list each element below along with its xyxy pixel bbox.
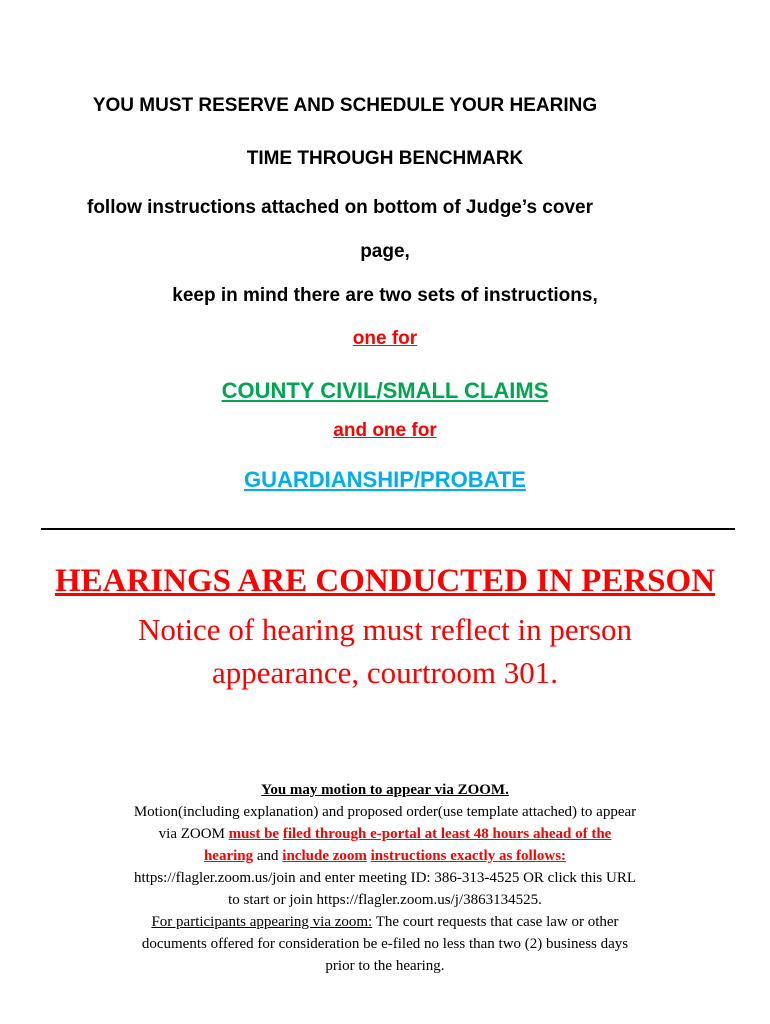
zoom-line-2 — [0, 823, 770, 845]
zoom-line-6 — [0, 911, 770, 933]
zoom-must-be: must be — [228, 826, 280, 842]
in-person-heading: HEARINGS ARE CONDUCTED IN PERSON — [54, 563, 716, 599]
zoom-line-8: prior to the hearing. — [325, 958, 445, 974]
guardianship-label: GUARDIANSHIP/PROBATE — [244, 467, 526, 492]
zoom-court-requests: The court requests that case law or other — [375, 914, 619, 930]
zoom-and: and — [256, 848, 279, 864]
zoom-line-5: to start or join https://flagler.zoom.us/j/3863134525. — [228, 892, 542, 908]
instruction-line-2: TIME THROUGH BENCHMARK — [246, 148, 524, 169]
zoom-instructions: instructions exactly as follows: — [370, 848, 567, 864]
zoom-line-1: Motion(including explanation) and proposed order(use template attached) to appear — [133, 804, 637, 820]
zoom-line-2-a: via ZOOM — [158, 826, 225, 842]
zoom-line-7: documents offered for consideration be e-filed no less than two (2) business days — [141, 936, 629, 952]
zoom-filed-through: filed through e-portal at least 48 hours ahead of the — [282, 826, 612, 842]
divider — [41, 528, 735, 530]
instruction-line-4: page, — [360, 241, 410, 262]
one-for-label: one for — [352, 328, 418, 349]
zoom-line-3 — [0, 845, 770, 867]
instruction-line-5: keep in mind there are two sets of instructions, — [172, 285, 598, 306]
notice-line-1: Notice of hearing must reflect in person — [137, 612, 633, 647]
zoom-hearing: hearing — [203, 848, 254, 864]
instruction-line-1: YOU MUST RESERVE AND SCHEDULE YOUR HEARING — [92, 95, 598, 116]
zoom-line-4: https://flagler.zoom.us/join and enter meeting ID: 386-313-4525 OR click this URL — [133, 870, 636, 886]
instruction-line-3: follow instructions attached on bottom of Judge’s cover — [87, 197, 593, 218]
county-civil-label: COUNTY CIVIL/SMALL CLAIMS — [221, 378, 549, 403]
zoom-title: You may motion to appear via ZOOM. — [261, 782, 509, 798]
notice-line-2: appearance, courtroom 301. — [211, 655, 558, 690]
zoom-participants: For participants appearing via zoom: — [151, 914, 373, 930]
and-one-for-label: and one for — [333, 420, 437, 441]
zoom-include: include zoom — [282, 848, 367, 864]
